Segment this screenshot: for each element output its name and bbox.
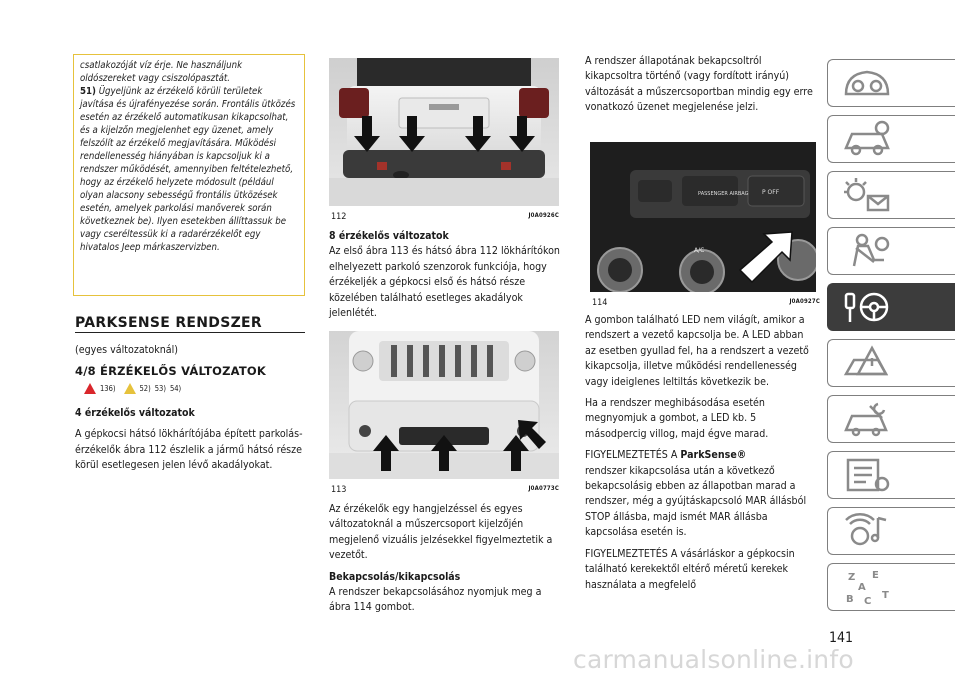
passenger-airbag-label: PASSENGER AIRBAG: [698, 191, 749, 197]
tab-multimedia[interactable]: [827, 507, 955, 555]
warning-number: 51): [80, 86, 96, 97]
ref-53[interactable]: 53): [154, 384, 166, 393]
svg-text:Z: Z: [848, 572, 856, 583]
section-title: PARKSENSE RENDSZER: [75, 315, 262, 331]
col2-paragraph-1: Az első ábra 113 és hátsó ábra 112 lökhárítókon elhelyezett parkoló szenzorok funkciója, hogy érzékeljék a gépkocsi első és hátsó része közelében található esetleges akadályok jelenlétét.: [329, 245, 560, 320]
col3-paragraph-3: Ha a rendszer meghibásodása esetén megnyomjuk a gombot, a LED kb. 5 másodpercig villog, majd égve marad.: [585, 397, 769, 440]
title-rule: [75, 332, 305, 333]
figure-113-number: 113: [331, 485, 347, 495]
seatbelt-airbag-icon: [842, 232, 892, 270]
col3-text-top: [585, 54, 817, 122]
warning-triangle-icon: [84, 383, 96, 394]
col2-text-bottom: [329, 502, 561, 622]
car-info-icon: [842, 120, 892, 158]
figure-112-number: 112: [331, 212, 347, 222]
tab-dashboard[interactable]: [827, 59, 955, 107]
tab-index[interactable]: [827, 563, 955, 611]
car-dashboard-icon: [842, 64, 892, 102]
tab-maintenance[interactable]: [827, 395, 955, 443]
col3-paragraph-1: A rendszer állapotának bekapcsoltról kikapcsoltra történő (vagy fordított irányú) változását a műszercsoportban mindig egy erre vonatkozó üzenet megjelenése jelzi.: [585, 55, 813, 114]
checklist-icon: [842, 456, 892, 494]
tab-car-info[interactable]: [827, 115, 955, 163]
section-subtitle: (egyes változatoknál): [75, 344, 178, 356]
key-steering-icon: [842, 288, 892, 326]
col1-text: [75, 406, 307, 480]
media-icon: [842, 512, 892, 550]
figure-114-caption: [592, 298, 820, 308]
col3-paragraph-4: rendszer kikapcsolása után a következő bekapcsolásig ebben az állapotban marad a rendszer, még a gyújtáskapcsoló MAR állásból STOP állásba, majd ismét MAR állásba kapcsolása esetén is.: [585, 464, 807, 539]
col3-warning-prefix: FIGYELMEZTETÉS A: [585, 449, 681, 462]
col2-heading-8-sensors: 8 érzékelős változatok: [329, 230, 449, 242]
figure-112-caption: [331, 212, 559, 222]
parksense-off-label: P OFF: [762, 189, 780, 196]
ref-54[interactable]: 54): [169, 384, 182, 393]
figure-114-parksense-button: [590, 142, 816, 292]
tab-technical-data[interactable]: [827, 451, 955, 499]
alphabet-index-icon: [842, 568, 892, 606]
tab-lights[interactable]: [827, 171, 955, 219]
col1-heading: 4 érzékelős változatok: [75, 407, 195, 419]
ref-52[interactable]: 52): [139, 384, 151, 393]
figure-113-front-sensors: [329, 331, 559, 479]
reference-row: [84, 383, 181, 394]
watermark: carmanualsonline.info: [573, 645, 854, 674]
col2-paragraph-2: Az érzékelők egy hangjelzéssel és egyes változatoknál a műszercsoport kijelzőjén megjelenő vizuális jelzésekkel figyelmeztetik a vezetőt.: [329, 503, 553, 562]
col3-warning-bold: ParkSense®: [680, 449, 747, 462]
warning-box: [73, 54, 305, 296]
caution-car-icon: [124, 383, 136, 394]
col3-text-bottom: [585, 313, 817, 599]
figure-112-rear-sensors: [329, 58, 559, 206]
svg-text:T: T: [882, 590, 889, 601]
car-warning-icon: [842, 344, 892, 382]
ac-label: A/C: [694, 247, 705, 254]
subsection-title: 4/8 ÉRZÉKELŐS VÁLTOZATOK: [75, 364, 267, 378]
col3-paragraph-5: FIGYELMEZTETÉS A vásárláskor a gépkocsin található kerekektől eltérő méretű kerekek használata a megfelelő: [585, 547, 795, 591]
col1-paragraph: A gépkocsi hátsó lökhárítójába épített parkolás-érzékelők ábra 112 észlelik a jármű hátsó része körül esetlegesen jelen lévő akadályokat.: [75, 428, 303, 472]
col2-paragraph-3: A rendszer bekapcsolásához nyomjuk meg a ábra 114 gombot.: [329, 586, 542, 614]
ref-136[interactable]: 136): [100, 384, 116, 393]
col2-text-top: [329, 229, 561, 327]
svg-text:B: B: [846, 594, 854, 605]
svg-text:A: A: [858, 582, 866, 593]
tab-safety[interactable]: [827, 227, 955, 275]
warning-intro: csatlakozóját víz érje. Ne használjunk oldószereket vagy csiszolópasztát.: [80, 60, 243, 84]
tab-emergency[interactable]: [827, 339, 955, 387]
svg-text:E: E: [872, 570, 879, 581]
figure-114-number: 114: [592, 298, 608, 308]
figure-113-caption: [331, 485, 559, 495]
warning-text: Ügyeljünk az érzékelő körüli területek javítása és újrafényezése során. Frontális ütközés esetén az érzékelő automatikusan kikapcsolhat, és a kijelzőn megjelenhet egy üzenet, amely felszólít az érzékelő megjavítására. Működési rendellenesség hiányában is kapcsoljuk ki a rendszer működését, amennyiben feltételezhető, hogy az érzékelő helyzete módosult (például olyan alacsony sebességű frontális ütközések esetén, amelyek parkolási manőverek során következnek be). Ilyen esetekben állíttassuk be vagy cseréltessük ki a radarérzékelőt egy hivatalos Jeep márkaszervizben.: [80, 86, 296, 253]
col2-heading-onoff: Bekapcsolás/kikapcsolás: [329, 570, 461, 583]
tab-starting-driving[interactable]: [827, 283, 955, 331]
col3-paragraph-2: A gombon található LED nem világít, amikor a rendszert a vezető kapcsolja be. A LED abban az esetben gyullad fel, ha a rendszert a vezető kikapcsolja, illetve működési rendellenesség vagy ideiglenes leltiltás következik be.: [585, 314, 809, 388]
wrench-car-icon: [842, 400, 892, 438]
page-number: 141: [829, 630, 854, 646]
figure-114-code: J0A0927C: [789, 298, 820, 305]
figure-113-code: J0A0773C: [528, 485, 559, 492]
svg-text:C: C: [864, 596, 872, 606]
figure-112-code: J0A0926C: [528, 212, 559, 219]
lights-icon: [842, 176, 892, 214]
